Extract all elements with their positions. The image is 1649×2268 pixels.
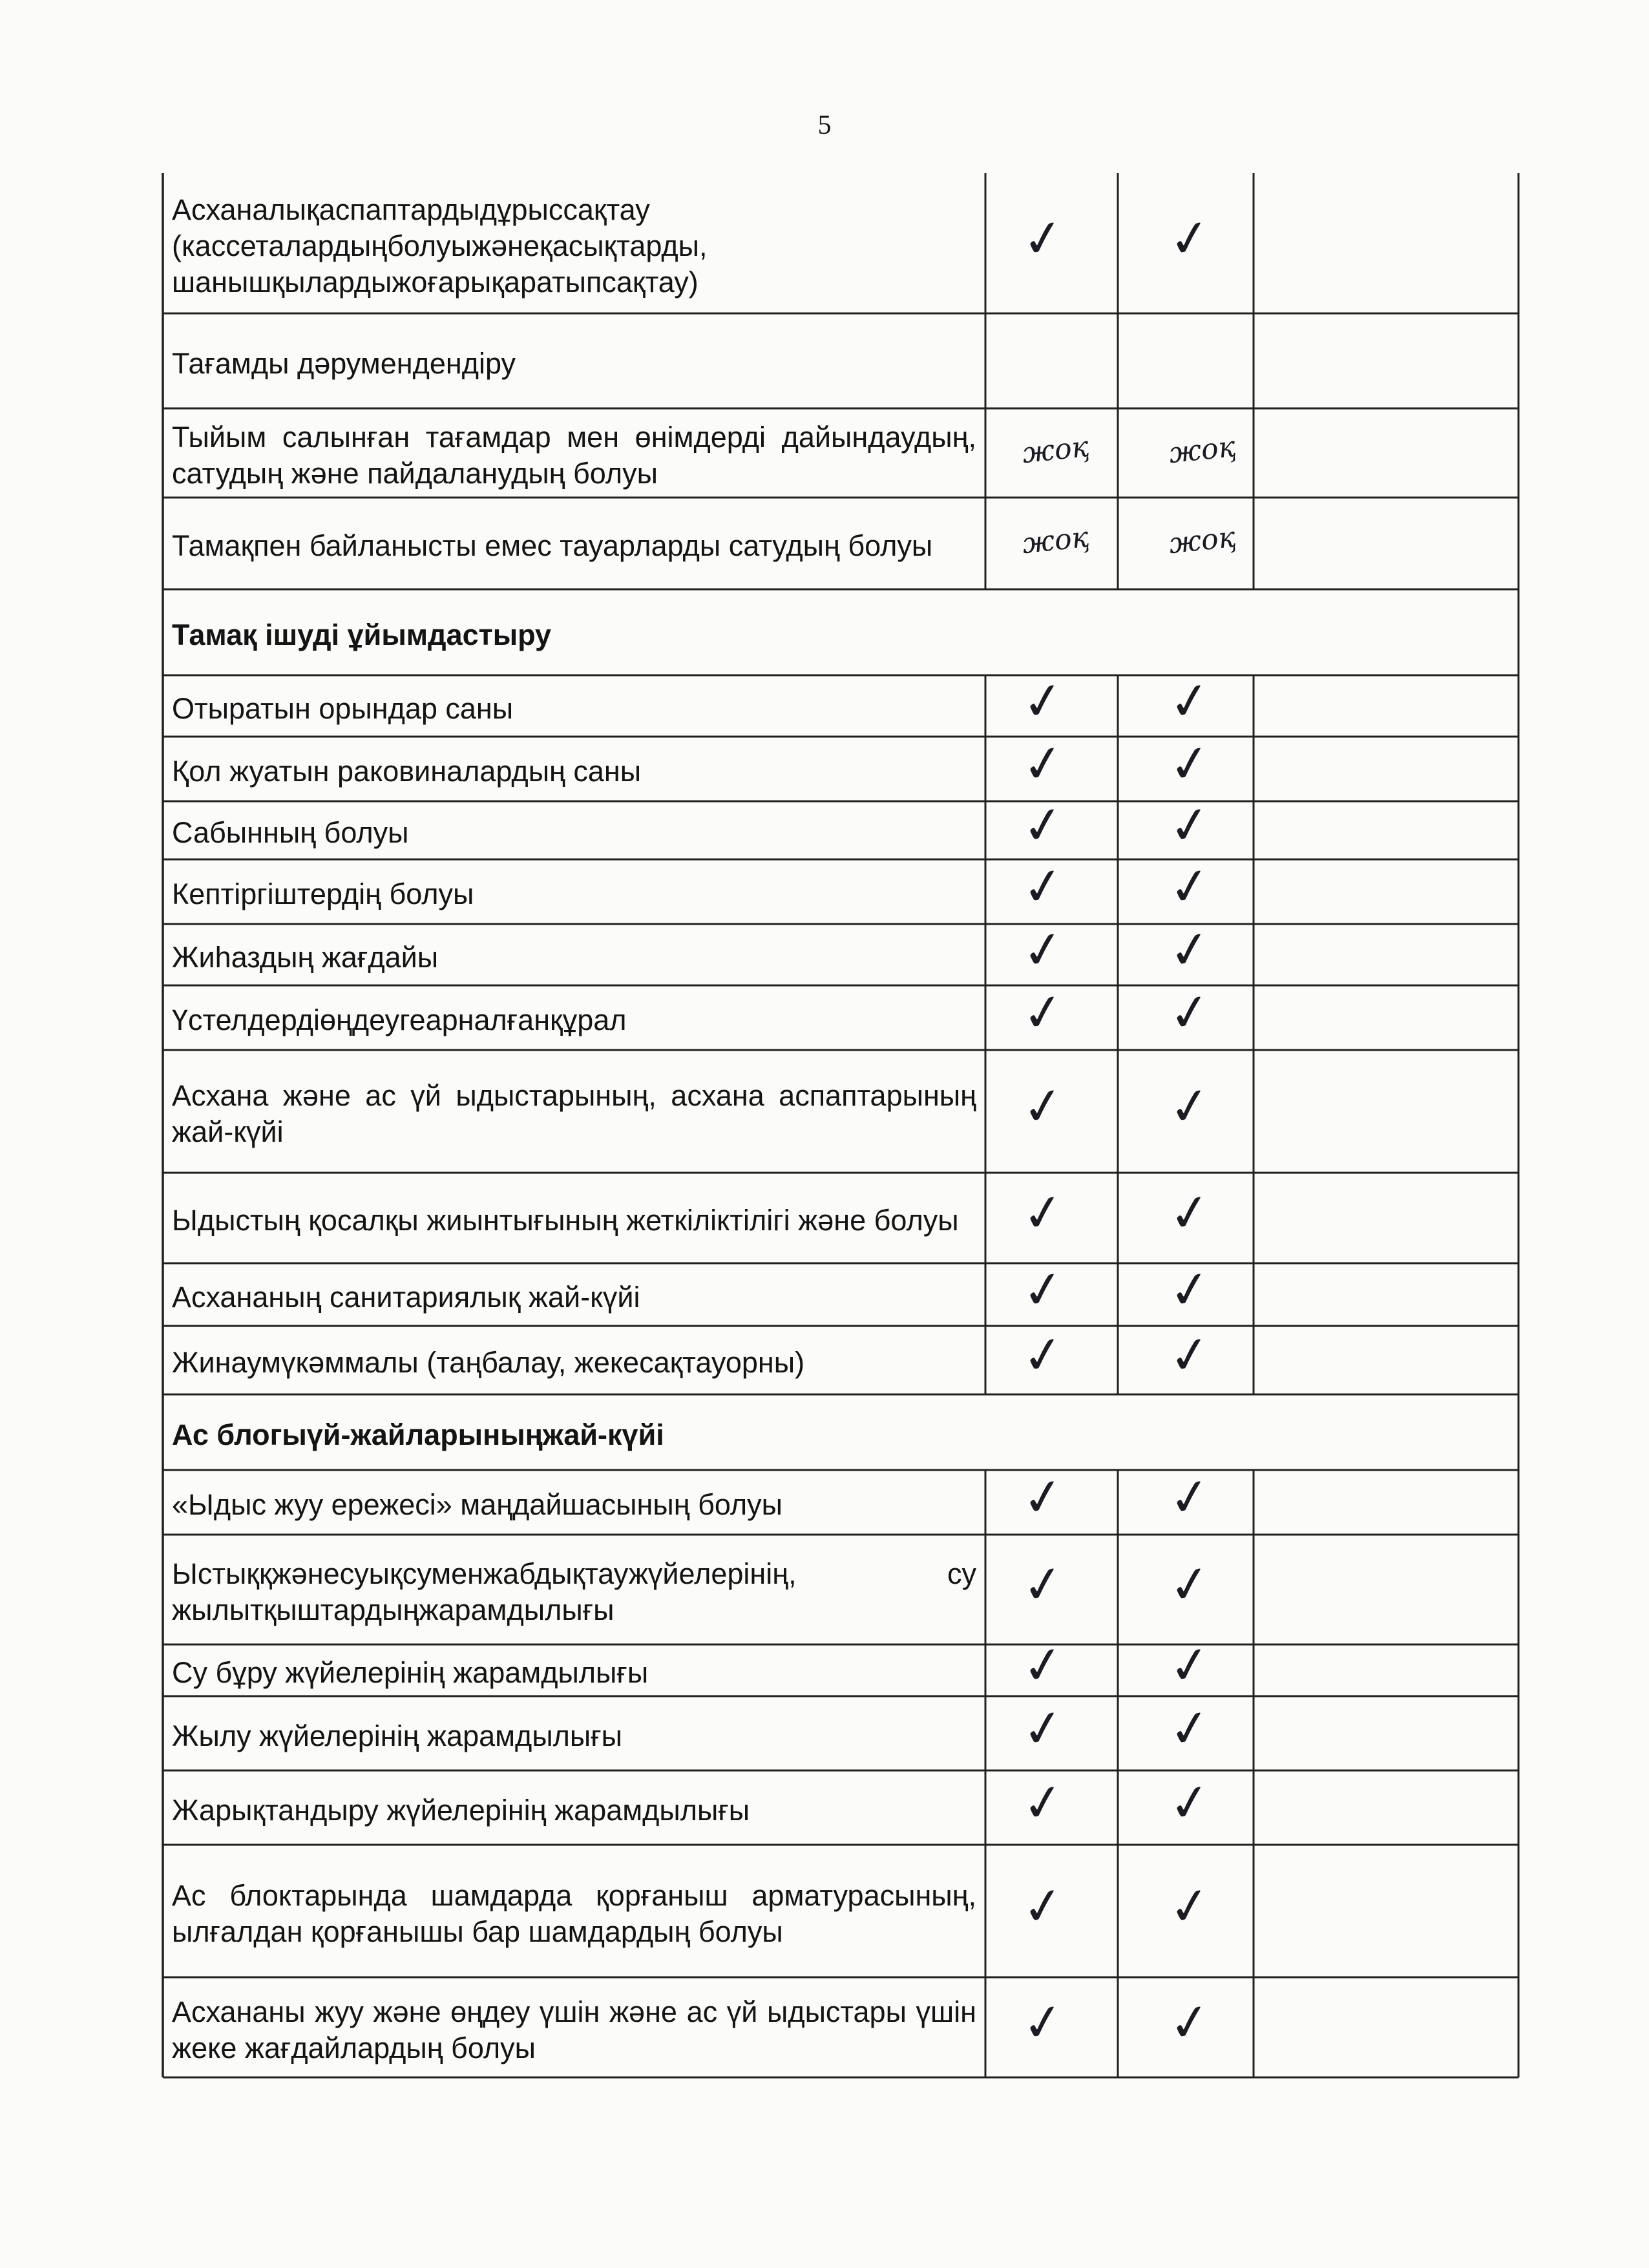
check-mark: ✓ [1164, 1075, 1215, 1139]
check-mark: ✓ [1164, 1323, 1215, 1388]
check-mark: ✓ [1164, 793, 1215, 858]
row-label: Ыдыстың қосалқы жиынтығының жеткіліктілігі және болуы [172, 1204, 959, 1237]
row-label: Жылу жүйелерінің жарамдылығы [172, 1719, 623, 1752]
row-label: Асханалықаспаптардыдұрыссақтау (кассеталардыңболуыжәнеқасықтарды, шанышқылардыжоғарықаратыпсақтау) [172, 193, 708, 299]
check-mark: ✓ [1018, 207, 1069, 271]
check-mark: ✓ [1164, 1181, 1215, 1246]
check-mark: ✓ [1164, 732, 1215, 797]
check-mark: ✓ [1164, 981, 1215, 1045]
row-label: Тамақпен байланысты емес тауарларды сатудың болуы [172, 529, 933, 562]
row-label: Асхананы жуу және өңдеу үшін және ас үй ыдыстары үшін жеке жағдайлардың болуы [172, 1995, 976, 2064]
check-mark: ✓ [1018, 1874, 1069, 1938]
check-mark: ✓ [1018, 1991, 1069, 2055]
check-mark: ✓ [1018, 1181, 1069, 1246]
check-mark: ✓ [1164, 918, 1215, 982]
row-label: Үстелдердіөңдеугеарналғанқұрал [172, 1003, 627, 1036]
handwritten-note: жоқ [1020, 520, 1091, 561]
check-mark: ✓ [1018, 1465, 1069, 1530]
check-mark: ✓ [1018, 1633, 1069, 1698]
row-label: Отыратын орындар саны [172, 691, 514, 725]
check-mark: ✓ [1164, 1697, 1215, 1761]
row-label: Кептіргіштердің болуы [172, 877, 474, 910]
check-mark: ✓ [1164, 1633, 1215, 1698]
row-label: Жиһаздың жағдайы [172, 940, 439, 974]
row-label: Асхана және ас үй ыдыстарының, асхана аспаптарының жай-күйі [172, 1079, 976, 1148]
check-mark: ✓ [1164, 855, 1215, 919]
check-mark: ✓ [1018, 855, 1069, 919]
handwritten-note: жоқ [1167, 520, 1237, 561]
check-mark: ✓ [1164, 1991, 1215, 2055]
check-mark: ✓ [1018, 918, 1069, 982]
row-label: Жарықтандыру жүйелерінің жарамдылығы [172, 1793, 750, 1827]
row-label: Ас блоктарында шамдарда қорғаныш арматурасының, ылғалдан қорғанышы бар шамдардың болуы [172, 1878, 976, 1948]
check-mark: ✓ [1018, 1323, 1069, 1388]
check-mark: ✓ [1164, 669, 1215, 733]
row-label: Сабынның болуы [172, 816, 409, 849]
check-mark: ✓ [1018, 1771, 1069, 1835]
handwritten-note: жоқ [1167, 430, 1237, 470]
check-mark: ✓ [1018, 732, 1069, 797]
check-mark: ✓ [1164, 1258, 1215, 1322]
check-mark: ✓ [1164, 1465, 1215, 1530]
row-label: Тыйым салынған тағамдар мен өнімдерді дайындаудың, сатудың және пайдаланудың болуы [172, 421, 976, 490]
check-mark: ✓ [1018, 669, 1069, 733]
check-mark: ✓ [1018, 1075, 1069, 1139]
section-header: Ас блогыүй-жайларыныңжай-күйі [172, 1418, 664, 1451]
row-label: «Ыдыс жуу ережесі» маңдайшасының болуы [172, 1488, 782, 1521]
page-number: 5 [817, 110, 832, 140]
section-header: Тамақ ішуді ұйымдастыру [172, 618, 552, 651]
handwritten-note: жоқ [1020, 430, 1091, 470]
row-label: Жинаумүкәммалы (таңбалау, жекесақтауорны) [172, 1346, 805, 1379]
check-mark: ✓ [1018, 981, 1069, 1045]
row-label: Қол жуатын раковиналардың саны [172, 755, 642, 788]
check-mark: ✓ [1018, 793, 1069, 858]
check-mark: ✓ [1164, 1771, 1215, 1835]
check-mark: ✓ [1018, 1697, 1069, 1761]
check-mark: ✓ [1018, 1553, 1069, 1617]
row-label: Су бұру жүйелерінің жарамдылығы [172, 1656, 649, 1689]
row-label: Ыстыққжәнесуықсуменжабдықтаужүйелерінің, су жылытқыштардыңжарамдылығы [172, 1557, 976, 1626]
check-mark: ✓ [1164, 207, 1215, 271]
row-label: Тағамды дәрумендендіру [172, 346, 516, 380]
check-mark: ✓ [1164, 1874, 1215, 1938]
check-mark: ✓ [1164, 1553, 1215, 1617]
row-label: Асхананың санитариялық жай-күйі [172, 1280, 640, 1314]
check-mark: ✓ [1018, 1258, 1069, 1322]
